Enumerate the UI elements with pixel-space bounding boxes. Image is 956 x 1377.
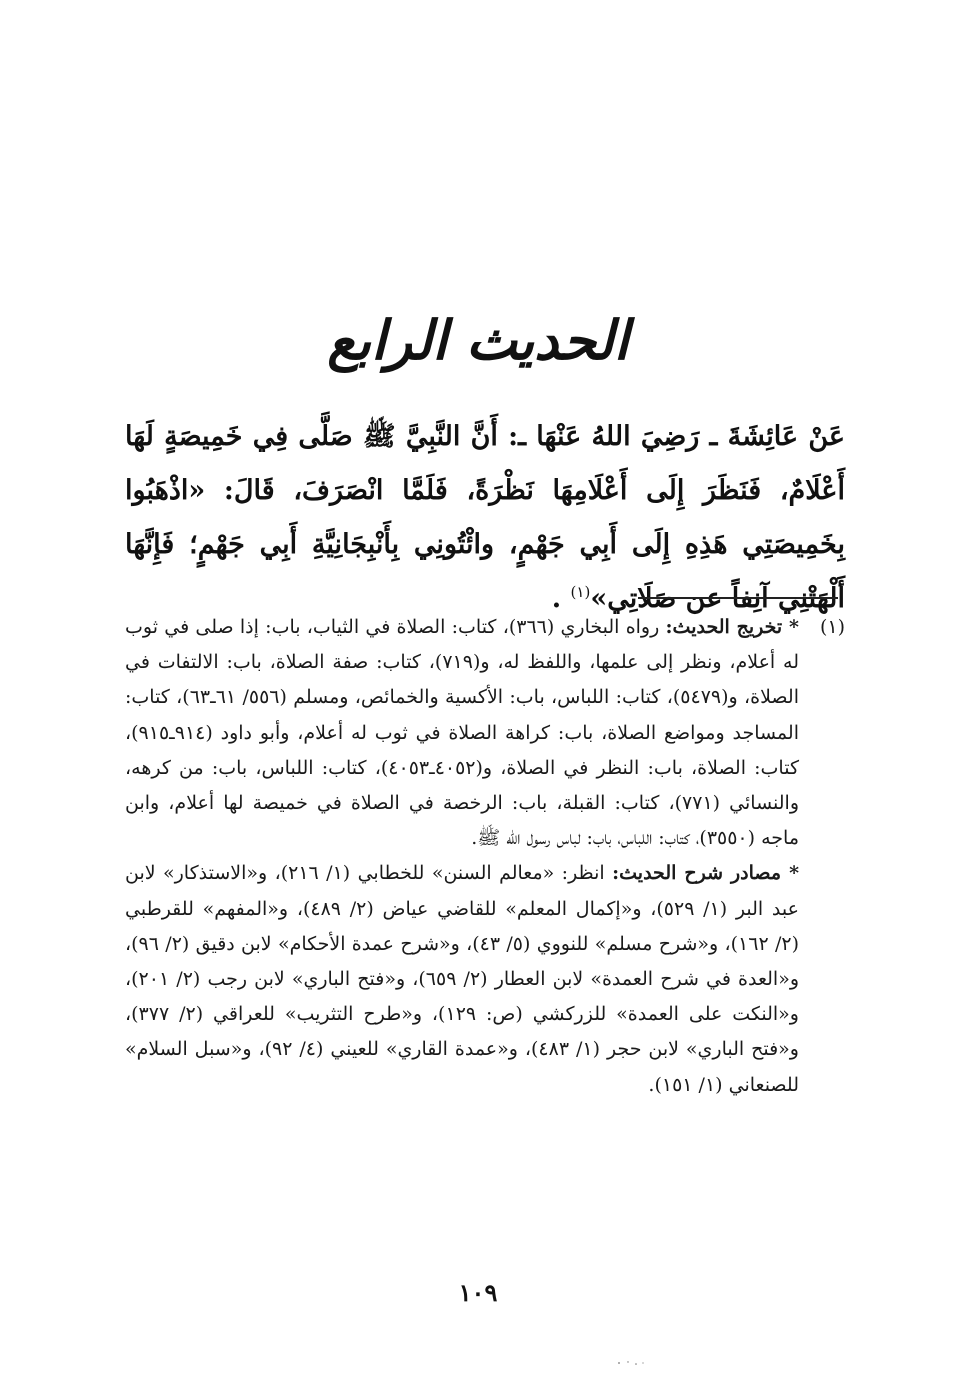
hadith-text-block bbox=[125, 410, 845, 626]
footnote-row bbox=[125, 610, 845, 1103]
footnote-number: (١) bbox=[819, 616, 845, 638]
page-number: ١٠٩ bbox=[458, 1278, 498, 1307]
footnote-block bbox=[125, 610, 845, 1103]
footnote-divider bbox=[638, 597, 838, 599]
masadir-text: انظر: «معالم السنن» للخطابي (١/ ٢١٦)، و«الاستذكار» لابن عبد البر (١/ ٥٢٩)، و«إكمال المعلم» للقاضي عياض (٢/ ٤٨٩)، و«المفهم» للقرطبي (٢/ ١٦٢)، و«شرح مسلم» للنووي (٥/ ٤٣)، و«شرح عمدة الأحكام» لابن دقيق (٢/ ٩٦)، و«العدة في شرح العمدة» لابن العطار (٢/ ٦٥٩)، و«فتح الباري» لابن رجب (٢/ ٢٠١)، و«النكت على العمدة» للزركشي (ص: ١٢٩)، و«طرح التثريب» للعراقي (٢/ ٣٧٧)، و«فتح الباري» لابن حجر (١/ ٤٨٣)، و«عمدة القاري» للعيني (٤/ ٩٢)، و«سبل السلام» للصنعاني (١/ ١٥١). bbox=[125, 862, 800, 1096]
hadith-end-mark: . bbox=[551, 583, 571, 614]
takhrij-label: * تخريج الحديث: bbox=[665, 616, 799, 638]
masadir-label: * مصادر شرح الحديث: bbox=[612, 862, 800, 885]
takhrij-text: رواه البخاري (٣٦٦)، كتاب: الصلاة في الثياب، باب: إذا صلى في ثوب له أعلام، ونظر إلى علمها، واللفظ له، و(٧١٩)، كتاب: صفة الصلاة، باب: الالتفات في الصلاة، و(٥٤٧٩)، كتاب: اللباس، باب: الأكسية والخمائص، ومسلم (٥٥٦/ ٦١ـ٦٣)، كتاب: المساجد ومواضع الصلاة، باب: كراهة الصلاة في ثوب له أعلام، وأبو داود (٩١٤ـ٩١٥)، كتاب: الصلاة، باب: النظر في الصلاة، و(٤٠٥٢ـ٤٠٥٣)، كتاب: اللباس، باب: من كرهه، والنسائي (٧٧١)، كتاب: القبلة، باب: الرخصة في الصلاة في خميصة لها أعلام، وابن ماجه (٣٥٥٠)، كتاب: اللباس، باب: لباس رسول الله ﷺ. bbox=[125, 616, 800, 850]
footnote-reference: (١) bbox=[570, 583, 591, 601]
hadith-text: عَنْ عَائِشَةَ ـ رَضِيَ اللهُ عَنْهَا ـ: أَنَّ النَّبِيَّ ﷺ صَلَّى فِي خَمِيصَةٍ لَهَا أَعْلَامٌ، فَنَظَرَ إِلَى أَعْلَامِهَا نَظْرَةً، فَلَمَّا انْصَرَفَ، قَالَ: «اذْهَبُوا بِخَمِيصَتِي هَذِهِ إِلَى أَبِي جَهْمٍ، وائْتُونِي بِأَنْبِجَانِيَّةِ أَبِي جَهْمٍ؛ فَإِنَّهَا أَلْهَتْنِي آنِفاً عن صَلَاتِي» bbox=[125, 421, 845, 614]
chapter-heading: الحديث الرابع bbox=[327, 308, 629, 372]
footnote-body bbox=[125, 610, 799, 1103]
masadir-paragraph bbox=[125, 856, 799, 1102]
takhrij-paragraph bbox=[125, 610, 799, 856]
scan-specks bbox=[616, 1360, 646, 1366]
